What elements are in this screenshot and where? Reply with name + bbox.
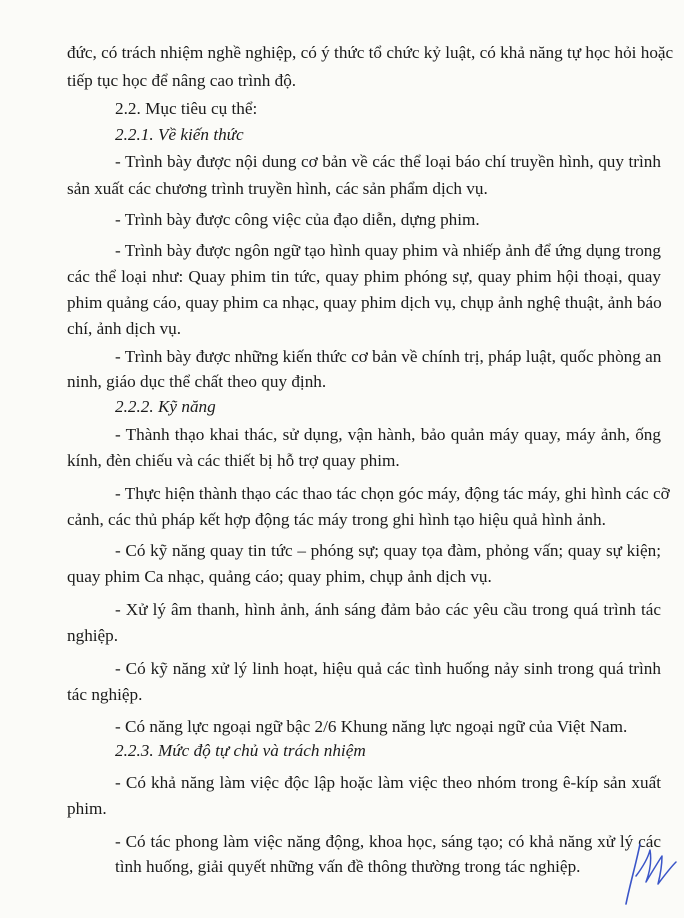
body-line: - Có kỹ năng xử lý linh hoạt, hiệu quả các tình huống nảy sinh trong quá trình [115, 659, 661, 678]
body-line: đức, có trách nhiệm nghề nghiệp, có ý thức tổ chức kỷ luật, có khả năng tự học hỏi hoặc [67, 43, 674, 62]
body-line: nghiệp. [67, 626, 119, 645]
signature-icon [622, 836, 680, 908]
body-line: kính, đèn chiếu và các thiết bị hỗ trợ quay phim. [67, 451, 400, 470]
body-line: - Trình bày được nội dung cơ bản về các thể loại báo chí truyền hình, quy trình [115, 152, 661, 171]
body-line: - Có kỹ năng quay tin tức – phóng sự; quay tọa đàm, phỏng vấn; quay sự kiện; [115, 541, 661, 560]
section-heading: 2.2. Mục tiêu cụ thể: [115, 99, 258, 118]
body-line: tiếp tục học để nâng cao trình độ. [67, 71, 297, 90]
body-line: quay phim Ca nhạc, quảng cáo; quay phim, chụp ảnh dịch vụ. [67, 567, 492, 586]
body-line: ninh, giáo dục thể chất theo quy định. [67, 372, 327, 391]
subsection-heading: 2.2.1. Về kiến thức [115, 125, 244, 144]
body-line: - Có năng lực ngoại ngữ bậc 2/6 Khung năng lực ngoại ngữ của Việt Nam. [115, 717, 628, 736]
body-line: chí, ảnh dịch vụ. [67, 319, 182, 338]
body-line: - Trình bày được những kiến thức cơ bản về chính trị, pháp luật, quốc phòng an [115, 347, 662, 366]
body-line: tác nghiệp. [67, 685, 143, 704]
body-line: - Thực hiện thành thạo các thao tác chọn góc máy, động tác máy, ghi hình các cỡ [115, 484, 670, 503]
subsection-heading: 2.2.2. Kỹ năng [115, 397, 216, 416]
body-line: - Trình bày được công việc của đạo diễn, dựng phim. [115, 210, 480, 229]
body-line: phim. [67, 799, 107, 818]
body-line: cảnh, các thủ pháp kết hợp động tác máy trong ghi hình tạo hiệu quả hình ảnh. [67, 510, 606, 529]
body-line: - Thành thạo khai thác, sử dụng, vận hành, bảo quản máy quay, máy ảnh, ống [115, 425, 661, 444]
body-line: tình huống, giải quyết những vấn đề thông thường trong tác nghiệp. [115, 857, 581, 876]
body-line: - Xử lý âm thanh, hình ảnh, ánh sáng đảm bảo các yêu cầu trong quá trình tác [115, 600, 661, 619]
body-line: sản xuất các chương trình truyền hình, các sản phẩm dịch vụ. [67, 179, 488, 198]
body-line: - Có tác phong làm việc năng động, khoa học, sáng tạo; có khả năng xử lý các [115, 832, 661, 851]
body-line: phim quảng cáo, quay phim ca nhạc, quay phim dịch vụ, chụp ảnh nghệ thuật, ảnh báo [67, 293, 662, 312]
body-line: các thể loại như: Quay phim tin tức, quay phim phóng sự, quay phim hội thoại, quay [67, 267, 661, 286]
body-line: - Trình bày được ngôn ngữ tạo hình quay phim và nhiếp ảnh để ứng dụng trong [115, 241, 661, 260]
body-line: - Có khả năng làm việc độc lập hoặc làm việc theo nhóm trong ê-kíp sản xuất [115, 773, 661, 792]
subsection-heading: 2.2.3. Mức độ tự chủ và trách nhiệm [115, 741, 366, 760]
